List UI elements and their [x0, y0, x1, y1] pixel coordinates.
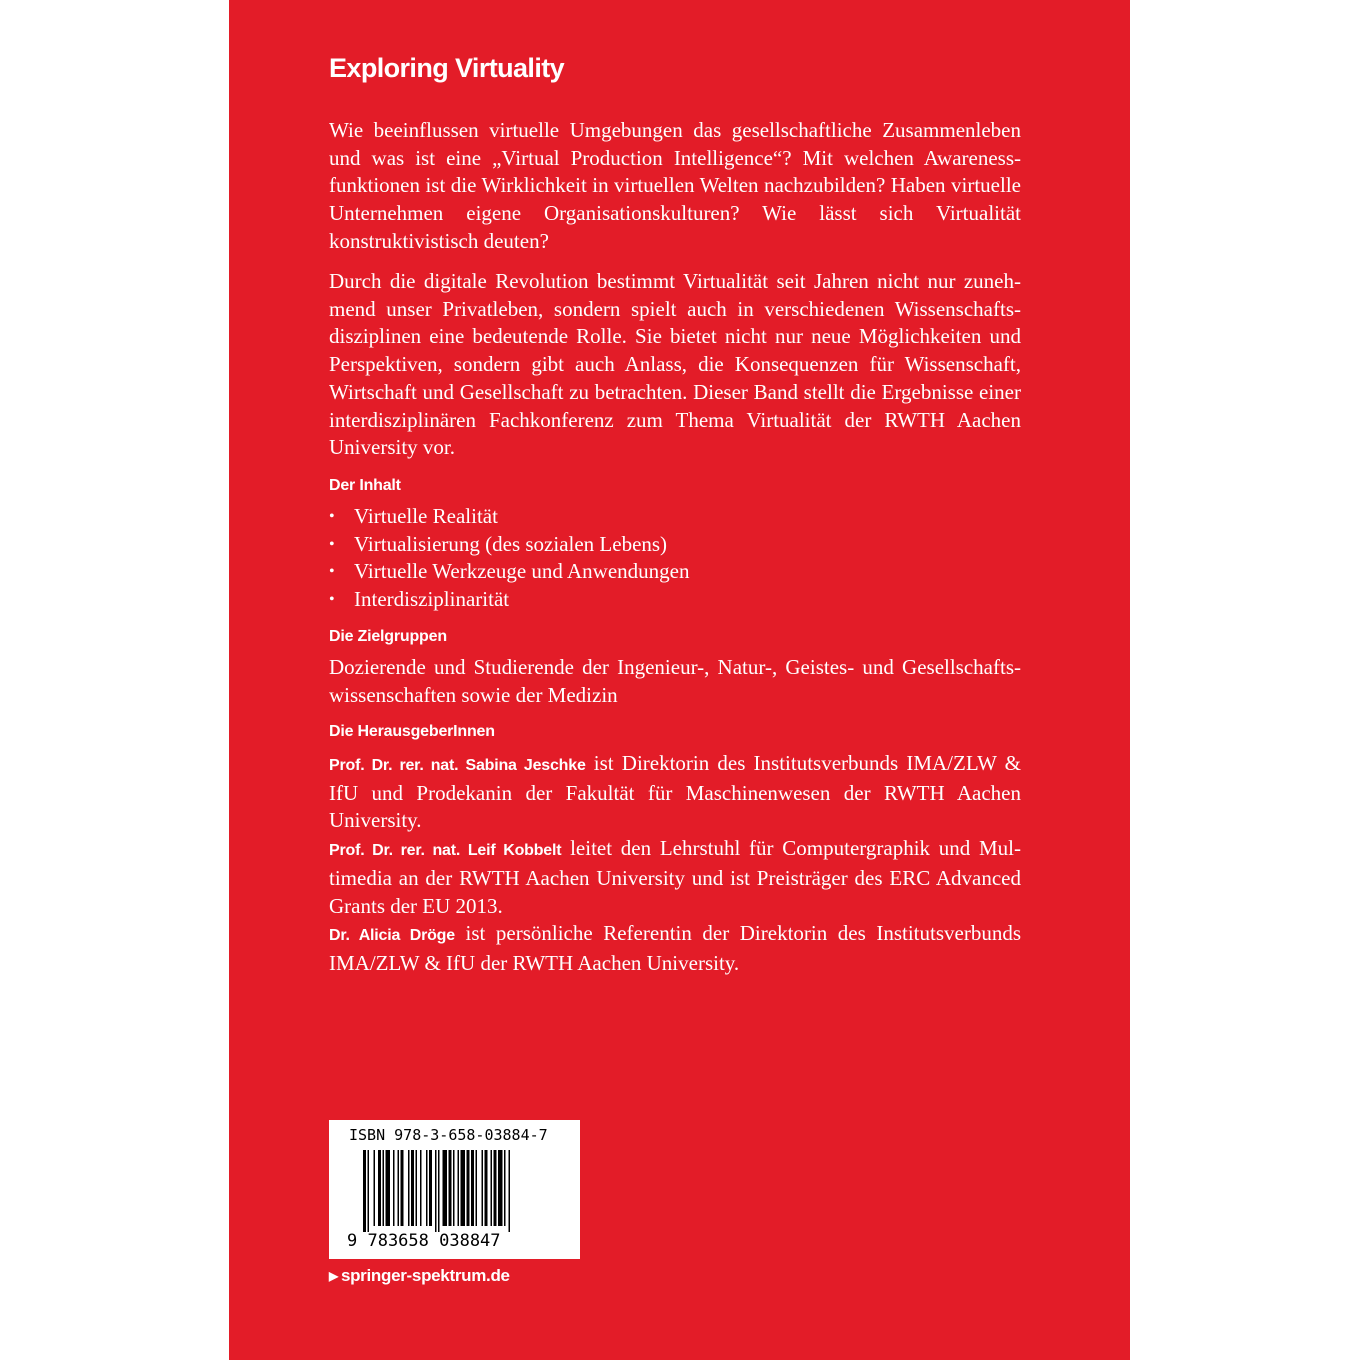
inhalt-list: [329, 503, 1021, 614]
zielgruppen-text: Dozierende und Studierende der Ingenieur-, Natur-, Geistes- und Gesellschaftswissenschaften sowie der Medizin: [329, 655, 1021, 707]
barcode-bar: [458, 1150, 460, 1226]
barcode-bar: [467, 1150, 470, 1226]
barcode-bar: [386, 1150, 391, 1226]
barcode-bar: [420, 1150, 422, 1226]
barcode-bar: [509, 1150, 511, 1232]
herausgeber-bios: [329, 750, 1021, 978]
zielgruppen-heading: Die Zielgruppen: [329, 628, 447, 645]
barcode-bar: [398, 1150, 400, 1226]
barcode-bar: [443, 1150, 448, 1226]
barcode-bar: [378, 1150, 381, 1226]
barcode-digits: 9 783658 038847: [347, 1231, 501, 1251]
herausgeber-heading: Die HerausgeberInnen: [329, 723, 495, 740]
list-item-text: Virtuelle Realität: [354, 504, 498, 528]
barcode-bar: [435, 1150, 437, 1232]
barcode-bar: [476, 1150, 478, 1226]
list-item: [329, 531, 1021, 559]
barcode-bar: [485, 1150, 488, 1226]
isbn-barcode: [329, 1120, 580, 1259]
barcode-bar: [449, 1150, 452, 1226]
barcode-bar: [408, 1150, 410, 1226]
barcode-bar: [368, 1150, 370, 1232]
publisher-website[interactable]: [329, 1266, 510, 1286]
editor-name: Dr. Alicia Dröge: [329, 927, 455, 945]
barcode-bar: [453, 1150, 455, 1226]
barcode-bar: [429, 1150, 432, 1226]
bullet-icon: •: [329, 563, 335, 581]
bullet-icon: •: [329, 591, 335, 609]
list-item-text: Interdisziplinarität: [354, 587, 510, 612]
list-item-text: Virtuelle Werkzeuge und Anwendungen: [354, 559, 690, 584]
barcode-bar: [491, 1150, 493, 1226]
inhalt-heading: Der Inhalt: [329, 477, 401, 494]
barcode-bar: [416, 1150, 418, 1226]
barcode-bar: [438, 1150, 440, 1232]
barcode-bar: [471, 1150, 474, 1226]
editor-text: leitet den Lehrstuhl für Computergraphik und Multimedia an der RWTH Aachen University und ist Preisträger des ERC Advanced Grants der EU 2013.: [329, 836, 1021, 918]
bullet-icon: •: [329, 508, 335, 525]
barcode-bar: [401, 1150, 404, 1226]
barcode-bar: [383, 1150, 385, 1226]
barcode-bar: [461, 1150, 466, 1226]
isbn-label: ISBN 978-3-658-03884-7: [349, 1126, 548, 1144]
website-text: springer-spektrum.de: [340, 1266, 510, 1285]
barcode-bars: [363, 1150, 557, 1232]
editor-bio: [329, 750, 1021, 835]
description-paragraph: Durch die digitale Revolution bestimmt Virtualität seit Jahren nicht nur zunehmend unser Privatleben, sondern spielt auch in verschiedenen Wissenschaftsdisziplinen eine bedeutende Rolle. Sie bietet nicht nur neue Möglichkeiten und Perspektiven, sondern gibt auch Anlass, die Konsequenzen für Wissenschaft, Wirtschaft und Gesellschaft zu betrachten. Dieser Band stellt die Ergebnisse einer interdisziplinären Fachkonferenz zum Thema Virtualität der RWTH Aachen University vor.: [329, 269, 1021, 460]
editor-name: Prof. Dr. rer. nat. Leif Kobbelt: [329, 842, 562, 860]
barcode-bar: [482, 1150, 484, 1226]
intro-paragraph: Wie beeinflussen virtuelle Umgebungen das gesellschaftliche Zusammenleben und was ist eine „Virtual Production Intelligence“? Mit welchen Awarenessfunktionen ist die Wirklichkeit in virtuellen Welten nachzubilden? Haben virtuelle Unternehmen eigene Organisationskulturen? Wie lässt sich Virtualität konstruktivistisch deuten?: [329, 118, 1021, 253]
list-item: [329, 586, 1021, 614]
barcode-bar: [374, 1150, 376, 1226]
arrow-right-icon: ▶: [329, 1269, 338, 1283]
barcode-bar: [504, 1150, 506, 1226]
book-back-cover: [229, 0, 1130, 1360]
editor-name: Prof. Dr. rer. nat. Sabina Jeschke: [329, 757, 586, 774]
barcode-bar: [411, 1150, 414, 1226]
editor-bio: [329, 835, 1021, 920]
editor-text: ist Direktorin des Institutsverbunds IMA/ZLW & IfU und Prodekanin der Fakultät für Maschinenwesen der RWTH Aachen University.: [329, 751, 1022, 833]
barcode-bar: [393, 1150, 395, 1226]
barcode-bar: [363, 1150, 366, 1232]
editor-bio: [329, 920, 1021, 977]
list-item-text: Virtualisierung (des sozialen Lebens): [354, 531, 668, 556]
list-item: [329, 558, 1021, 586]
editor-text: ist persönliche Referentin der Direktorin des Institutsverbunds IMA/ZLW & IfU der RWTH Aachen University.: [329, 921, 1021, 975]
barcode-bar: [498, 1150, 503, 1226]
barcode-bar: [494, 1150, 497, 1226]
barcode-bar: [426, 1150, 428, 1226]
list-item: [329, 503, 1021, 531]
bullet-icon: •: [329, 535, 335, 553]
book-title: Exploring Virtuality: [329, 53, 565, 83]
